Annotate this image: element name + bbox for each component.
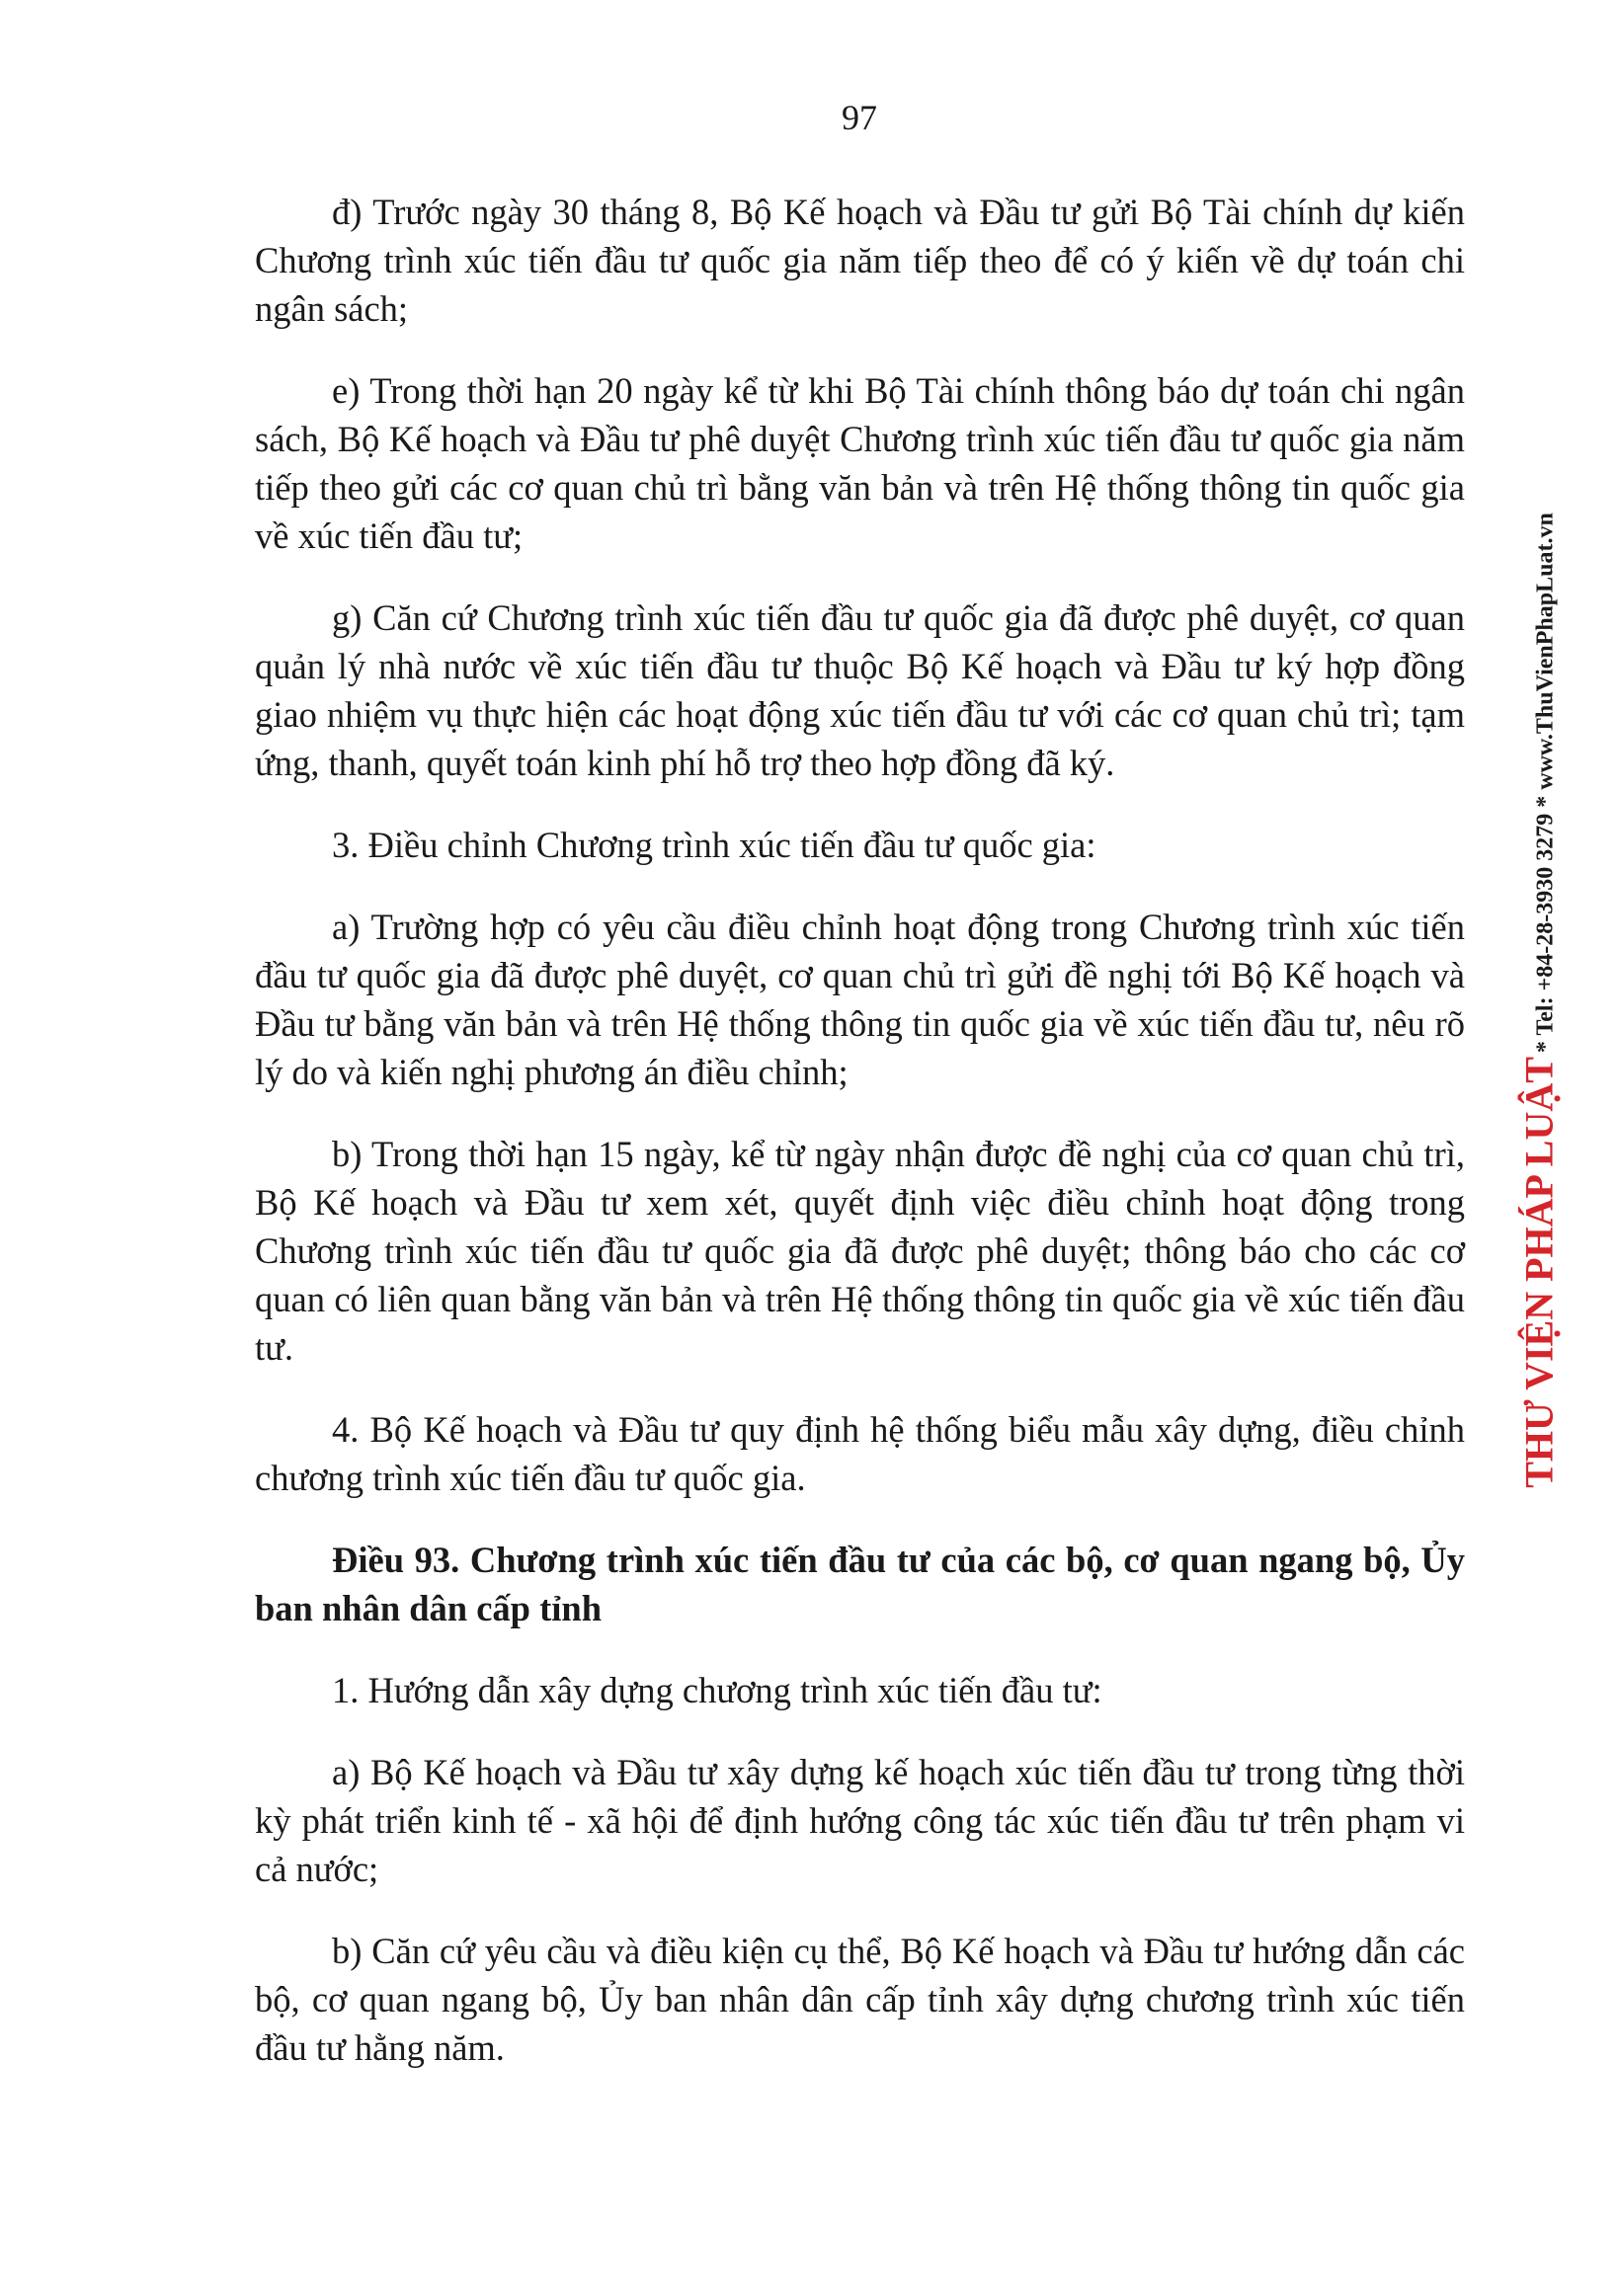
article-93-clause-1-paragraph-b: b) Căn cứ yêu cầu và điều kiện cụ thể, Bộ Kế hoạch và Đầu tư hướng dẫn các bộ, cơ quan ngang bộ, Ủy ban nhân dân cấp tỉnh xây dựng chương trình xúc tiến đầu tư hằng năm. (255, 1931, 1465, 2068)
article-93-heading: Điều 93. Chương trình xúc tiến đầu tư của các bộ, cơ quan ngang bộ, Ủy ban nhân dân cấp tỉnh (255, 1540, 1465, 1628)
article-93-clause-1-paragraph-a: a) Bộ Kế hoạch và Đầu tư xây dựng kế hoạch xúc tiến đầu tư trong từng thời kỳ phát triển kinh tế - xã hội để định hướng công tác xúc tiến đầu tư trên phạm vi cả nước; (255, 1752, 1465, 1889)
clause-4: 4. Bộ Kế hoạch và Đầu tư quy định hệ thống biểu mẫu xây dựng, điều chỉnh chương trình xúc tiến đầu tư quốc gia. (255, 1409, 1465, 1498)
clause-3-paragraph-a: a) Trường hợp có yêu cầu điều chỉnh hoạt động trong Chương trình xúc tiến đầu tư quốc gia đã được phê duyệt, cơ quan chủ trì gửi đề nghị tới Bộ Kế hoạch và Đầu tư bằng văn bản và trên Hệ thống thông tin quốc gia về xúc tiến đầu tư, nêu rõ lý do và kiến nghị phương án điều chỉnh; (255, 907, 1465, 1092)
watermark-brand: THƯ VIỆN PHÁP LUẬT (1516, 1057, 1562, 1488)
document-body (255, 188, 1465, 2105)
watermark-text (1516, 513, 1563, 1488)
clause-3-title: 3. Điều chỉnh Chương trình xúc tiến đầu tư quốc gia: (332, 825, 1096, 865)
page-number: 97 (842, 98, 877, 137)
watermark-contact: * Tel: +84-28-3930 3279 * www.ThuVienPhapLuat.vn (1532, 513, 1559, 1054)
article-93-clause-1-title: 1. Hướng dẫn xây dựng chương trình xúc tiến đầu tư: (332, 1670, 1102, 1710)
side-watermark (1509, 513, 1569, 1488)
paragraph-d: đ) Trước ngày 30 tháng 8, Bộ Kế hoạch và Đầu tư gửi Bộ Tài chính dự kiến Chương trình xúc tiến đầu tư quốc gia năm tiếp theo để có ý kiến về dự toán chi ngân sách; (255, 192, 1465, 329)
paragraph-g: g) Căn cứ Chương trình xúc tiến đầu tư quốc gia đã được phê duyệt, cơ quan quản lý nhà nước về xúc tiến đầu tư thuộc Bộ Kế hoạch và Đầu tư ký hợp đồng giao nhiệm vụ thực hiện các hoạt động xúc tiến đầu tư với các cơ quan chủ trì; tạm ứng, thanh, quyết toán kinh phí hỗ trợ theo hợp đồng đã ký. (255, 597, 1465, 783)
paragraph-e: e) Trong thời hạn 20 ngày kể từ khi Bộ Tài chính thông báo dự toán chi ngân sách, Bộ Kế hoạch và Đầu tư phê duyệt Chương trình xúc tiến đầu tư quốc gia năm tiếp theo gửi các cơ quan chủ trì bằng văn bản và trên Hệ thống thông tin quốc gia về xúc tiến đầu tư; (255, 370, 1465, 556)
clause-3-paragraph-b: b) Trong thời hạn 15 ngày, kể từ ngày nhận được đề nghị của cơ quan chủ trì, Bộ Kế hoạch và Đầu tư xem xét, quyết định việc điều chỉnh hoạt động trong Chương trình xúc tiến đầu tư quốc gia đã được phê duyệt; thông báo cho các cơ quan có liên quan bằng văn bản và trên Hệ thống thông tin quốc gia về xúc tiến đầu tư. (255, 1134, 1465, 1368)
